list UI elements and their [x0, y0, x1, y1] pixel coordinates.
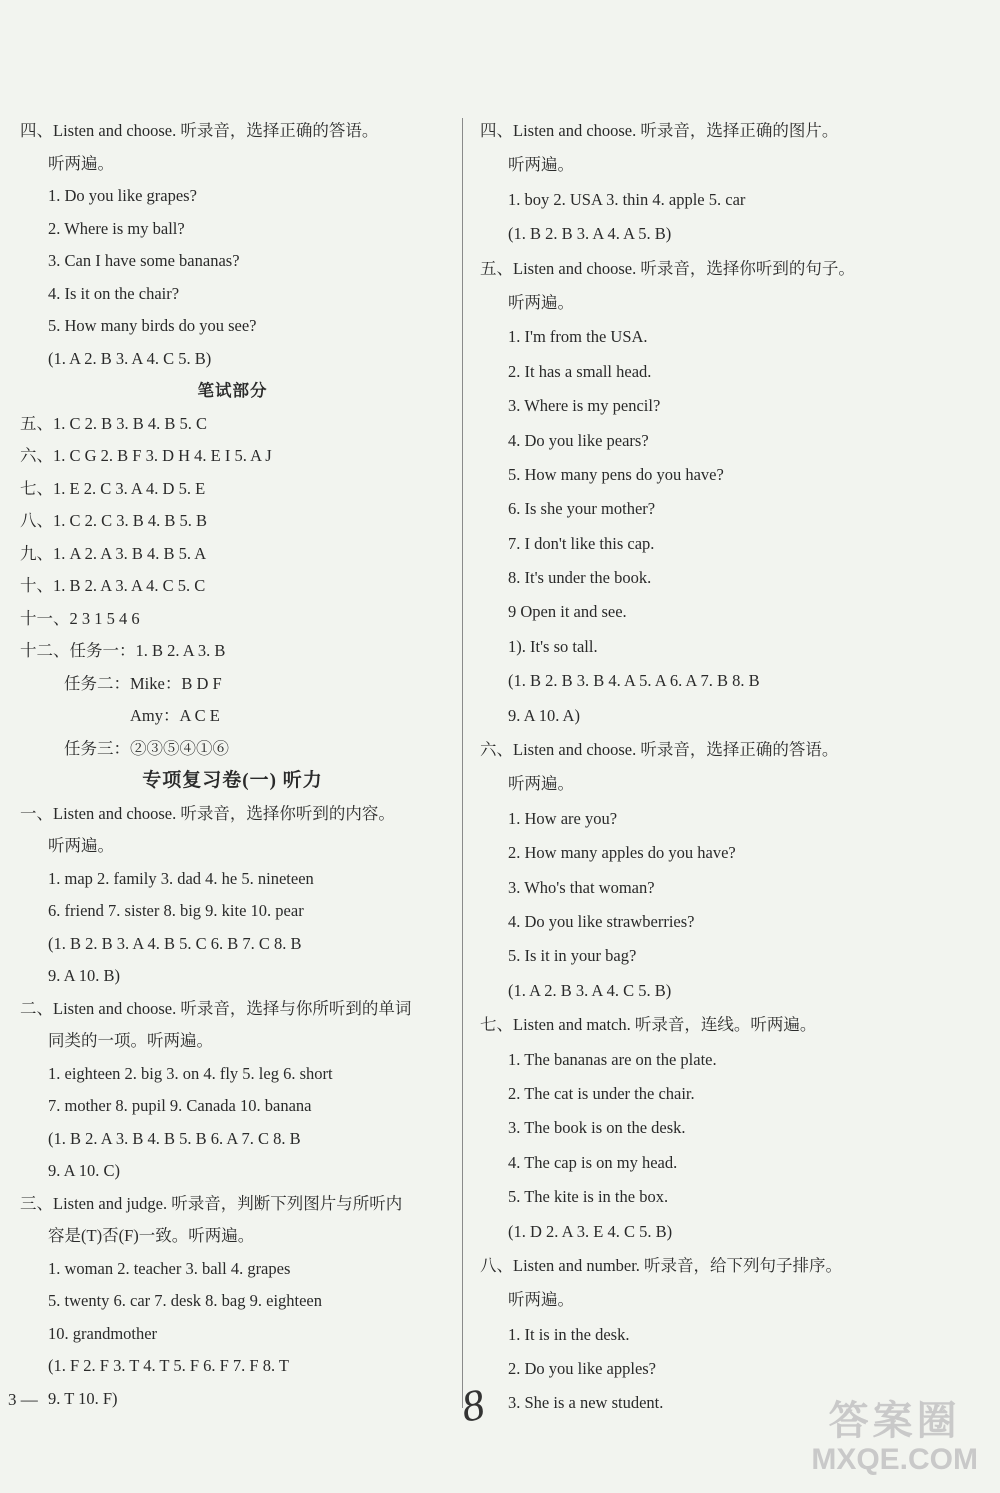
left-line: 10. grandmother [48, 1323, 158, 1343]
right-line: 7. I don't like this cap. [508, 533, 655, 553]
left-line: 六、1. C G 2. B F 3. D H 4. E I 5. A J [20, 446, 272, 465]
page-number: 3 — [8, 1390, 38, 1409]
right-line: 六、Listen and choose. 听录音，选择正确的答语。 [480, 740, 839, 760]
left-line: 听两遍。 [48, 836, 114, 855]
left-line: 八、1. C 2. C 3. B 4. B 5. B [20, 511, 208, 530]
left-line: 7. mother 8. pupil 9. Canada 10. banana [48, 1096, 312, 1115]
right-line: 听两遍。 [508, 155, 574, 175]
left-line: Amy：A C E [130, 706, 220, 725]
right-line: 6. Is she your mother? [508, 499, 656, 519]
handwritten-mark: 8 [457, 1379, 489, 1432]
left-line: 十一、2 3 1 5 4 6 [20, 608, 140, 628]
left-line: 七、1. E 2. C 3. A 4. D 5. E [20, 478, 206, 498]
left-line: 1. woman 2. teacher 3. ball 4. grapes [48, 1258, 291, 1278]
left-line: 笔试部分 [197, 381, 268, 400]
left-line: 1. map 2. family 3. dad 4. he 5. nineteen [48, 868, 314, 888]
right-line: 2. It has a small head. [508, 361, 652, 381]
right-line: 1. The bananas are on the plate. [508, 1049, 717, 1069]
right-line: 5. Is it in your bag? [508, 946, 637, 966]
left-line: 9. T 10. F) [48, 1388, 118, 1408]
left-line: 2. Where is my ball? [48, 218, 185, 238]
right-line: 1. boy 2. USA 3. thin 4. apple 5. car [508, 189, 746, 209]
right-line: 听两遍。 [508, 1290, 574, 1310]
right-line: 5. The kite is in the box. [508, 1187, 669, 1207]
right-column [480, 118, 980, 1425]
left-line: 十、1. B 2. A 3. A 4. C 5. C [20, 576, 206, 595]
right-line: (1. D 2. A 3. E 4. C 5. B) [508, 1221, 673, 1241]
right-line: 1. I'm from the USA. [508, 327, 648, 347]
right-line: 八、Listen and number. 听录音，给下列句子排序。 [480, 1255, 843, 1275]
left-line: 一、Listen and choose. 听录音，选择你听到的内容。 [20, 803, 395, 823]
left-column [20, 118, 445, 1418]
right-line: 2. How many apples do you have? [508, 843, 736, 863]
left-line: (1. F 2. F 3. T 4. T 5. F 6. F 7. F 8. T [48, 1356, 289, 1375]
column-divider [462, 118, 463, 1408]
right-line: 七、Listen and match. 听录音，连线。听两遍。 [480, 1015, 817, 1035]
right-line: (1. B 2. B 3. B 4. A 5. A 6. A 7. B 8. B [508, 671, 760, 691]
left-line: 1. eighteen 2. big 3. on 4. fly 5. leg 6. short [48, 1063, 333, 1083]
left-line: 9. A 10. C) [48, 1161, 120, 1180]
left-line: 九、1. A 2. A 3. B 4. B 5. A [20, 543, 207, 563]
right-line: 2. Do you like apples? [508, 1359, 657, 1379]
watermark-title: 答案圈 [828, 1399, 961, 1443]
right-line: 9 Open it and see. [508, 602, 627, 622]
left-line: 9. A 10. B) [48, 966, 120, 985]
right-line: 2. The cat is under the chair. [508, 1083, 695, 1103]
watermark-url: MXQE.COM [811, 1443, 978, 1476]
left-line: 五、1. C 2. B 3. B 4. B 5. C [20, 413, 208, 433]
left-line: (1. A 2. B 3. A 4. C 5. B) [48, 348, 212, 368]
right-line: 五、Listen and choose. 听录音，选择你听到的句子。 [480, 258, 855, 278]
left-line: 同类的一项。听两遍。 [48, 1031, 213, 1050]
right-line: 3. The book is on the desk. [508, 1118, 686, 1138]
left-line: (1. B 2. A 3. B 4. B 5. B 6. A 7. C 8. B [48, 1128, 301, 1148]
left-line: 4. Is it on the chair? [48, 283, 180, 303]
right-line: 1. It is in the desk. [508, 1324, 630, 1344]
right-line: 听两遍。 [508, 774, 574, 794]
right-line: 4. The cap is on my head. [508, 1152, 678, 1172]
left-line: 专项复习卷(一) 听力 [142, 770, 323, 791]
right-line: 3. She is a new student. [508, 1393, 664, 1413]
left-line: 三、Listen and judge. 听录音，判断下列图片与所听内 [20, 1193, 403, 1213]
right-line: (1. A 2. B 3. A 4. C 5. B) [508, 980, 672, 1000]
left-line: 3. Can I have some bananas? [48, 251, 240, 270]
left-line: 容是(T)否(F)一致。听两遍。 [48, 1226, 255, 1245]
left-line: 1. Do you like grapes? [48, 186, 197, 205]
right-line: 1. How are you? [508, 808, 618, 828]
left-line: 5. How many birds do you see? [48, 316, 257, 335]
right-line: 1). It's so tall. [508, 636, 598, 656]
left-line: 四、Listen and choose. 听录音，选择正确的答语。 [20, 121, 379, 140]
left-line: 二、Listen and choose. 听录音，选择与你所听到的单词 [20, 998, 412, 1018]
left-line: 任务二：Mike：B D F [64, 673, 222, 693]
right-line: 8. It's under the book. [508, 568, 652, 588]
left-line: 任务三：②③⑤④①⑥ [64, 738, 229, 758]
left-line: 十二、任务一：1. B 2. A 3. B [20, 641, 226, 660]
right-line: 3. Where is my pencil? [508, 396, 661, 416]
left-line: 6. friend 7. sister 8. big 9. kite 10. pear [48, 901, 304, 920]
right-line: (1. B 2. B 3. A 4. A 5. B) [508, 224, 672, 244]
right-line: 5. How many pens do you have? [508, 464, 724, 484]
left-line: 5. twenty 6. car 7. desk 8. bag 9. eighteen [48, 1291, 323, 1310]
right-line: 3. Who's that woman? [508, 877, 655, 897]
right-line: 4. Do you like strawberries? [508, 911, 695, 931]
right-line: 四、Listen and choose. 听录音，选择正确的图片。 [480, 121, 839, 140]
right-line: 听两遍。 [508, 292, 574, 312]
watermark-logo [811, 1398, 978, 1476]
left-line: 听两遍。 [48, 153, 114, 173]
right-line: 9. A 10. A) [508, 705, 580, 725]
right-line: 4. Do you like pears? [508, 430, 649, 450]
left-line: (1. B 2. B 3. A 4. B 5. C 6. B 7. C 8. B [48, 933, 302, 953]
